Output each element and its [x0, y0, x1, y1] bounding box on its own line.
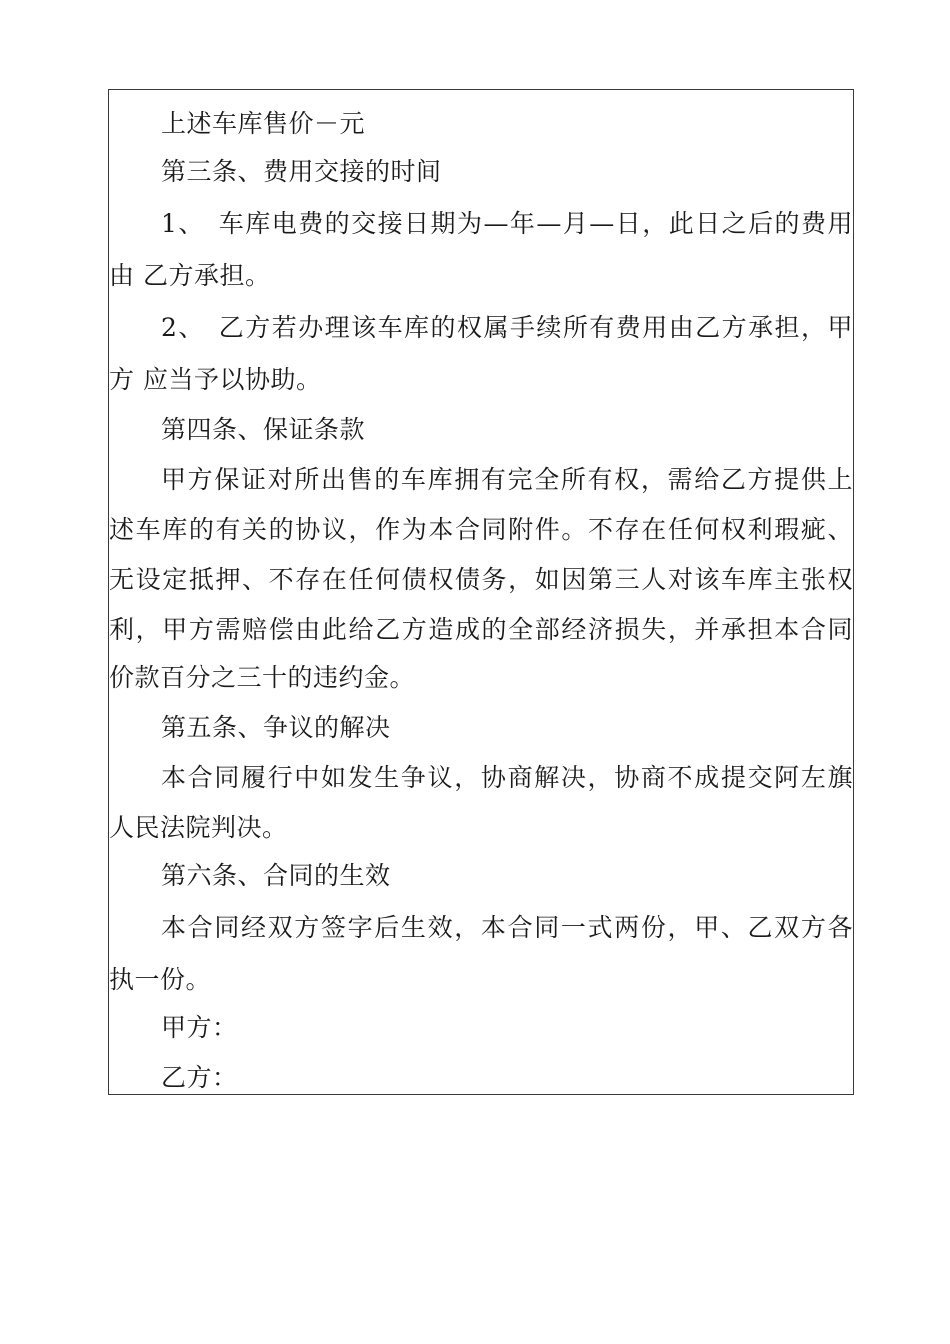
article-3-item-1-line-2: 由 乙方承担。 — [109, 261, 271, 290]
article-4-paragraph-line-2: 述车库的有关的协议，作为本合同附件。不存在任何权利瑕疵、 — [109, 515, 853, 544]
article-6-paragraph-line-2: 执一份。 — [109, 965, 212, 994]
article-5-heading: 第五条、争议的解决 — [161, 713, 391, 742]
party-b-signature-label: 乙方： — [161, 1063, 238, 1092]
article-4-paragraph-line-3: 无设定抵押、不存在任何债权债务，如因第三人对该车库主张权 — [109, 565, 853, 594]
article-3-item-2-line-2: 方 应当予以协助。 — [109, 365, 322, 394]
article-4-paragraph-line-4: 利，甲方需赔偿由此给乙方造成的全部经济损失，并承担本合同 — [109, 615, 853, 644]
party-a-signature-label: 甲方： — [161, 1013, 238, 1042]
article-3-item-1-line-1: 1、 车库电费的交接日期为—年—月—日，此日之后的费用 — [161, 209, 853, 238]
article-6-paragraph-line-1: 本合同经双方签字后生效，本合同一式两份，甲、乙双方各 — [161, 913, 853, 942]
article-4-paragraph-line-1: 甲方保证对所出售的车库拥有完全所有权，需给乙方提供上 — [161, 465, 853, 494]
article-5-paragraph-line-2: 人民法院判决。 — [109, 813, 288, 842]
article-4-paragraph-line-5: 价款百分之三十的违约金。 — [109, 663, 416, 692]
article-4-heading: 第四条、保证条款 — [161, 415, 366, 444]
contract-page-box — [108, 89, 854, 1095]
article-6-heading: 第六条、合同的生效 — [161, 861, 391, 890]
article-5-paragraph-line-1: 本合同履行中如发生争议，协商解决，协商不成提交阿左旗 — [161, 763, 853, 792]
article-3-item-2-line-1: 2、 乙方若办理该车库的权属手续所有费用由乙方承担，甲 — [161, 313, 853, 342]
article-3-heading: 第三条、费用交接的时间 — [161, 157, 442, 186]
price-line: 上述车库售价－元 — [161, 109, 366, 138]
